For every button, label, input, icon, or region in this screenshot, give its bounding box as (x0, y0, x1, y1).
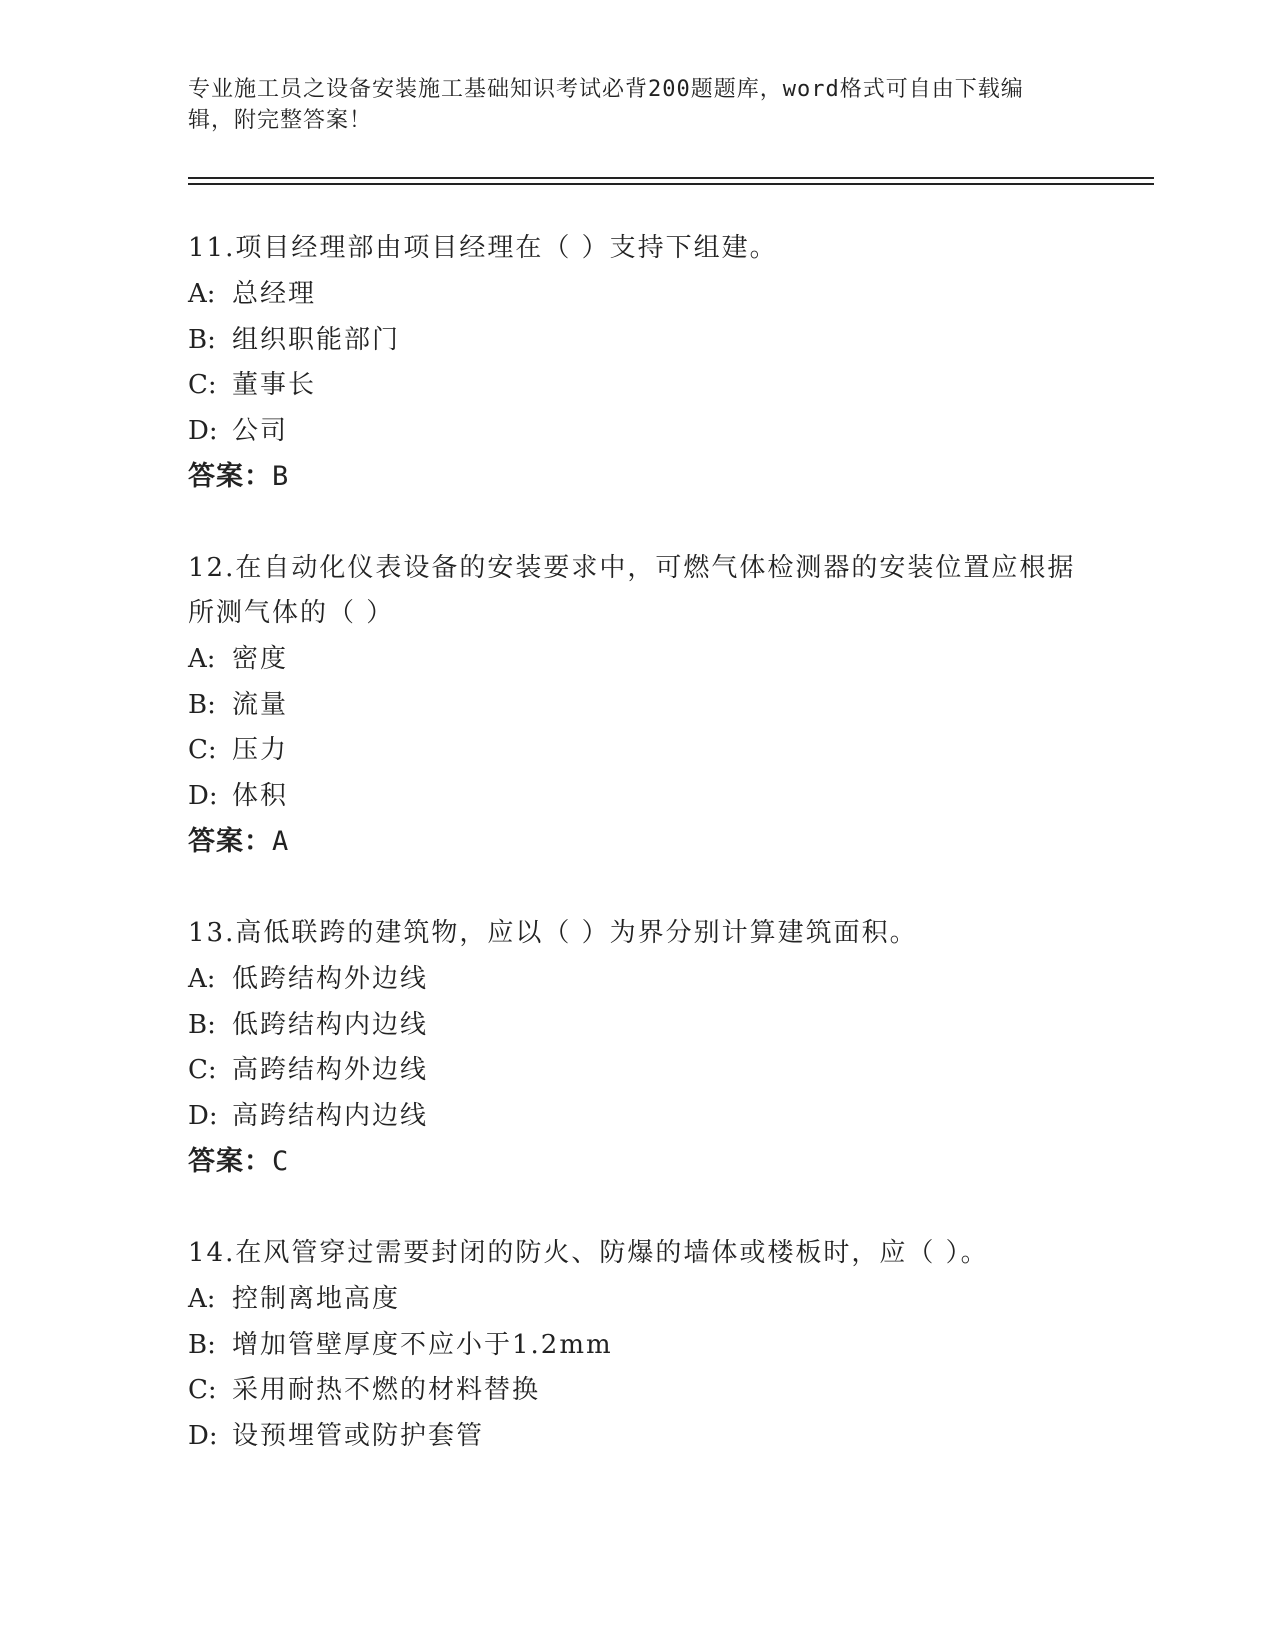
option-d (188, 774, 1088, 820)
option-c (188, 363, 1088, 409)
option-letter: C: (188, 1375, 217, 1405)
answer-line (188, 454, 1088, 499)
option-a (188, 957, 1088, 1003)
option-letter: C: (188, 735, 217, 765)
option-text: 低跨结构外边线 (232, 964, 429, 994)
question-text: 12.在自动化仪表设备的安装要求中，可燃气体检测器的安装位置应根据所测气体的（ ） (188, 553, 1076, 628)
option-letter: A: (188, 279, 216, 309)
question-text: 13.高低联跨的建筑物，应以（ ）为界分别计算建筑面积。 (188, 918, 918, 948)
answer-label: 答案： (188, 826, 272, 857)
option-letter: B: (188, 689, 216, 720)
option-b (188, 318, 1088, 364)
question-12 (188, 546, 1088, 864)
answer-value: C (272, 1146, 290, 1177)
answer-label: 答案： (188, 461, 272, 492)
option-text: 设预埋管或防护套管 (232, 1420, 485, 1451)
question-text: 11.项目经理部由项目经理在（ ）支持下组建。 (188, 233, 778, 263)
option-text: 董事长 (232, 370, 317, 400)
question-11 (188, 226, 1088, 499)
option-text: 压力 (232, 735, 289, 765)
header-divider-bottom (188, 183, 1154, 185)
answer-line (188, 1139, 1088, 1184)
option-text: 增加管壁厚度不应小于1.2mm (232, 1329, 613, 1360)
option-text: 体积 (232, 780, 289, 811)
option-c (188, 728, 1088, 774)
option-letter: A: (188, 964, 216, 994)
option-c (188, 1048, 1088, 1094)
option-letter: B: (188, 1009, 216, 1040)
option-c (188, 1368, 1088, 1414)
option-b (188, 683, 1088, 729)
answer-value: B (272, 461, 290, 492)
option-b (188, 1003, 1088, 1049)
option-d (188, 1414, 1088, 1460)
option-a (188, 637, 1088, 683)
header-divider-top (188, 177, 1154, 179)
document-header-title: 专业施工员之设备安装施工基础知识考试必背200题题库，word格式可自由下载编辑，附完整答案！ (188, 77, 1024, 133)
option-letter: A: (188, 644, 216, 674)
question-text: 14.在风管穿过需要封闭的防火、防爆的墙体或楼板时，应（ ）。 (188, 1238, 989, 1268)
option-text: 高跨结构内边线 (232, 1100, 429, 1131)
option-text: 控制离地高度 (232, 1284, 401, 1314)
option-letter: C: (188, 1055, 217, 1085)
question-list (188, 226, 1088, 1506)
option-letter: C: (188, 370, 217, 400)
option-text: 公司 (232, 415, 289, 446)
option-text: 采用耐热不燃的材料替换 (232, 1375, 541, 1405)
question-13 (188, 911, 1088, 1184)
option-letter: D: (188, 415, 218, 446)
option-text: 密度 (232, 644, 289, 674)
answer-line (188, 819, 1088, 864)
option-a (188, 272, 1088, 318)
question-14 (188, 1231, 1088, 1459)
option-letter: D: (188, 1100, 218, 1131)
option-letter: D: (188, 780, 218, 811)
option-text: 高跨结构外边线 (232, 1055, 429, 1085)
option-letter: B: (188, 1329, 216, 1360)
option-d (188, 1094, 1088, 1140)
option-text: 总经理 (232, 279, 317, 309)
option-b (188, 1323, 1088, 1369)
option-text: 低跨结构内边线 (232, 1009, 429, 1040)
option-letter: A: (188, 1284, 216, 1314)
answer-value: A (272, 826, 290, 857)
answer-label: 答案： (188, 1146, 272, 1177)
option-text: 流量 (232, 689, 289, 720)
option-d (188, 409, 1088, 455)
option-letter: B: (188, 324, 216, 355)
option-text: 组织职能部门 (232, 324, 401, 355)
option-letter: D: (188, 1420, 218, 1451)
option-a (188, 1277, 1088, 1323)
